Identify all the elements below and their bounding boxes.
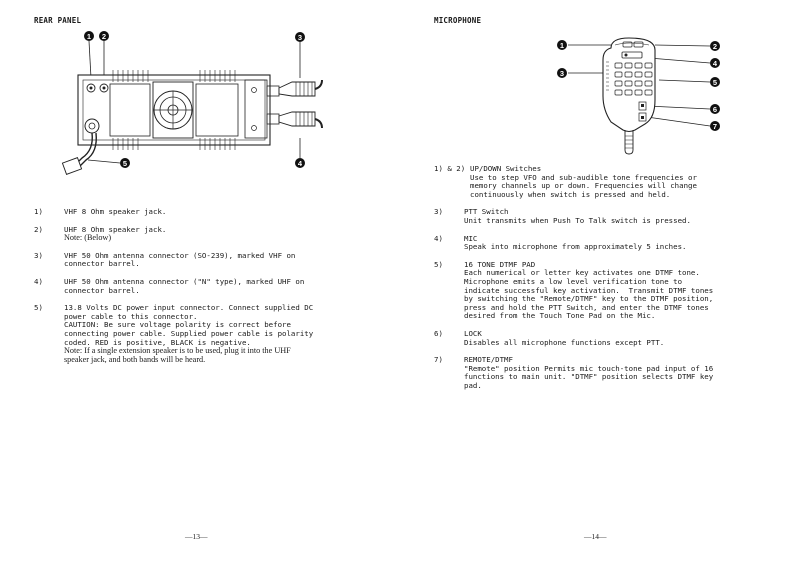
list-item: 6) LOCK Disables all microphone functions except PTT. xyxy=(434,328,665,347)
list-item: 1) & 2) UP/DOWN Switches Use to step VFO and sub-audible tone frequencies or memory channels up or down. Frequencies will change continuously when switch is pressed and held. xyxy=(434,164,697,199)
svg-text:1: 1 xyxy=(86,31,92,41)
callout-3 xyxy=(295,32,305,42)
callout-7 xyxy=(710,121,720,131)
microphone-heading: MICROPHONE xyxy=(434,16,482,25)
right-page xyxy=(397,0,793,561)
list-item: 3) PTT Switch Unit transmits when Push To Talk switch is pressed. xyxy=(434,207,691,225)
svg-text:5: 5 xyxy=(122,158,128,168)
list-item: 4) MIC Speak into microphone from approximately 5 inches. xyxy=(434,233,687,252)
svg-text:6: 6 xyxy=(712,104,718,114)
svg-text:2: 2 xyxy=(101,31,107,41)
callout-1 xyxy=(557,40,567,50)
callout-5 xyxy=(710,77,720,87)
callout-2 xyxy=(99,31,109,41)
rear-panel-heading: REAR PANEL xyxy=(34,16,82,25)
svg-text:1: 1 xyxy=(559,40,565,50)
list-item: 7) REMOTE/DTMF "Remote" position Permits mic touch-tone pad input of 16 functions to main unit. "DTMF" position selects DTMF key pad. xyxy=(434,355,714,390)
page-number: —13— xyxy=(185,532,208,541)
list-item: 1) VHF 8 Ohm speaker jack. xyxy=(34,207,167,216)
svg-text:4: 4 xyxy=(712,58,718,68)
callout-1 xyxy=(84,31,94,41)
list-item: 3) VHF 50 Ohm antenna connector (SO-239), marked VHF on connector barrel. xyxy=(34,250,296,269)
left-page xyxy=(0,0,396,561)
callout-3 xyxy=(557,68,567,78)
microphone-diagram xyxy=(397,0,793,165)
svg-text:2: 2 xyxy=(712,41,718,51)
note: Note: (Below) xyxy=(64,233,112,243)
microphone-items xyxy=(434,165,779,399)
callout-6 xyxy=(710,104,720,114)
svg-text:4: 4 xyxy=(297,158,303,168)
callout-4 xyxy=(295,158,305,168)
callout-2 xyxy=(710,41,720,51)
svg-text:7: 7 xyxy=(712,121,718,131)
note: Note: If a single extension speaker is to be used, plug it into the UHF xyxy=(64,346,291,356)
svg-text:5: 5 xyxy=(712,77,718,87)
list-item: 5) 16 TONE DTMF PAD Each numerical or letter key activates one DTMF tone. Microphone emits a low level verification tone to indicate successful key activation. Transmit DTMF tones by switching the "Remote/DTMF" key to the DTMF position, press and hold the PTT Switch, and enter the DTMF tones desired from the Touch Tone Pad on the Mic. xyxy=(434,259,714,321)
page-number: —14— xyxy=(584,532,607,541)
list-item: 2) UHF 8 Ohm speaker jack. Note: (Below) xyxy=(34,226,364,243)
list-item: 5) 13.8 Volts DC power input connector. Connect supplied DC power cable to this connector. CAUTION: Be sure voltage polarity is correct before connecting power cable. Supplied power cable is polarity coded. RED is positive, BLACK is negative. Note: If a single extension speaker is to be used, plug it into the UHF speaker jack, and both bands will be heard. xyxy=(34,304,364,364)
svg-text:3: 3 xyxy=(559,68,565,78)
note: speaker jack, and both bands will be heard. xyxy=(64,354,206,364)
rear-panel-diagram xyxy=(0,0,396,200)
callout-5 xyxy=(120,158,130,168)
callout-4 xyxy=(710,58,720,68)
list-item: 4) UHF 50 Ohm antenna connector ("N" type), marked UHF on connector barrel. xyxy=(34,276,305,295)
rear-panel-items xyxy=(34,208,364,373)
svg-text:3: 3 xyxy=(297,32,303,42)
